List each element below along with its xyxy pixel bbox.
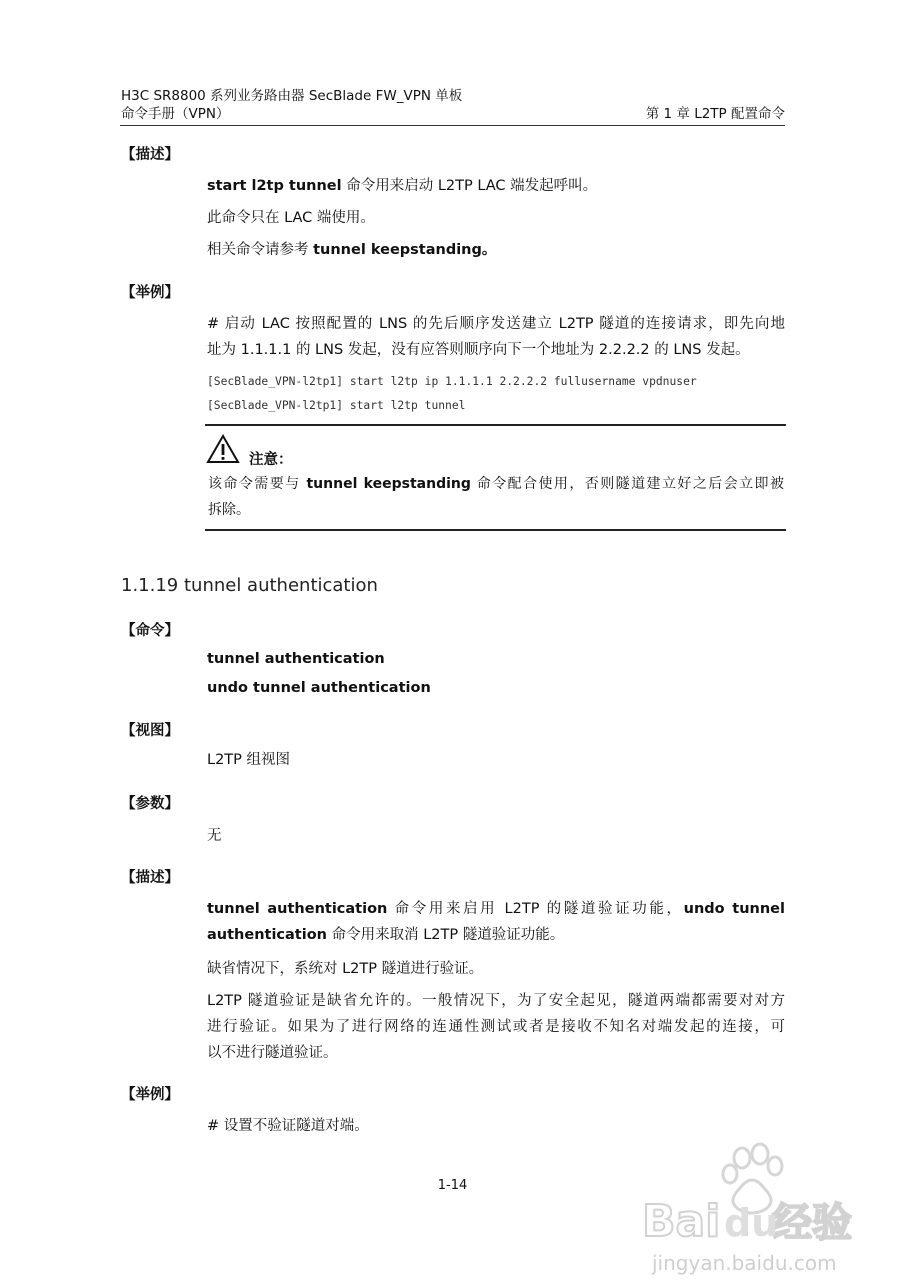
svg-text:Bai: Bai (642, 1196, 721, 1247)
related-command: tunnel keepstanding。 (313, 242, 497, 258)
desc-2-line-2 (207, 923, 785, 948)
desc-text: 相关命令请参考 (207, 242, 314, 258)
command-name: start l2tp tunnel (207, 178, 342, 194)
header-title: H3C SR8800 系列业务路由器 SecBlade FW_VPN 单板 (121, 88, 463, 104)
command-syntax-2: undo tunnel authentication (207, 680, 431, 696)
example-text-2: # 设置不验证隧道对端。 (207, 1118, 369, 1134)
note-text-part: 命令配合使用，否则隧道建立好之后会立即被 (470, 476, 784, 492)
example-line-2: 址为 1.1.1.1 的 LNS 发起，没有应答则顺序向下一个地址为 2.2.2.2 的 LNS 发起。 (207, 342, 750, 358)
code-line-2: [SecBlade_VPN-l2tp1] start l2tp tunnel (207, 399, 466, 412)
code-line-1: [SecBlade_VPN-l2tp1] start l2tp ip 1.1.1.1 2.2.2.2 fullusername vpdnuser (207, 375, 697, 388)
desc-tag: 【描述】 (121, 147, 179, 163)
svg-text:du: du (724, 1201, 779, 1245)
svg-text:jingyan.baidu.com: jingyan.baidu.com (652, 1251, 837, 1275)
params-tag: 【参数】 (121, 796, 179, 812)
params-value: 无 (207, 828, 222, 844)
desc-tag-2: 【描述】 (121, 870, 179, 886)
note-text-line-2: 拆除。 (208, 502, 250, 518)
desc-text: 命令用来取消 L2TP 隧道验证功能。 (327, 927, 565, 943)
view-value: L2TP 组视图 (207, 752, 291, 768)
desc-2-para3-line-1: L2TP 隧道验证是缺省允许的。一般情况下，为了安全起见，隧道两端都需要对对方 (207, 993, 785, 1009)
desc-2-para3-line-2: 进行验证。如果为了进行网络的连通性测试或者是接收不知名对端发起的连接，可 (207, 1019, 785, 1035)
desc-text: 命令用来启用 L2TP 的隧道验证功能， (387, 901, 684, 917)
caution-note (205, 424, 786, 531)
desc-text: 命令用来启动 L2TP LAC 端发起呼叫。 (341, 178, 598, 194)
page-number: 1-14 (437, 1178, 468, 1193)
desc-2-para3-line-3: 以不进行隧道验证。 (207, 1045, 338, 1061)
header-rule (120, 125, 785, 126)
view-tag: 【视图】 (121, 723, 179, 739)
header-chapter: 第 1 章 L2TP 配置命令 (645, 106, 785, 122)
note-text-part: 该命令需要与 (208, 476, 307, 492)
desc-2-default: 缺省情况下，系统对 L2TP 隧道进行验证。 (207, 961, 484, 977)
desc-paragraph-2: 此命令只在 LAC 端使用。 (207, 210, 375, 226)
header-manual-name: 命令手册（VPN） (121, 106, 230, 122)
svg-text:经验: 经验 (772, 1200, 852, 1246)
desc-paragraph-1 (207, 174, 785, 199)
note-command: tunnel keepstanding (306, 476, 471, 492)
command-name: tunnel authentication (207, 901, 388, 917)
command-syntax-1: tunnel authentication (207, 651, 385, 667)
example-tag-2: 【举例】 (121, 1087, 179, 1103)
desc-paragraph-3 (207, 238, 785, 263)
example-line-1: # 启动 LAC 按照配置的 LNS 的先后顺序发送建立 L2TP 隧道的连接请求，即先向地 (207, 316, 785, 332)
command-name: authentication (207, 927, 327, 943)
note-text (208, 471, 784, 523)
command-name: undo tunnel (683, 901, 785, 917)
example-tag: 【举例】 (121, 285, 179, 301)
desc-2-line-1 (207, 897, 785, 922)
warning-icon (206, 434, 240, 464)
command-tag: 【命令】 (121, 623, 179, 639)
section-title: 1.1.19 tunnel authentication (121, 575, 378, 596)
baidu-jingyan-watermark (640, 1140, 870, 1275)
note-title: 注意： (249, 452, 293, 468)
